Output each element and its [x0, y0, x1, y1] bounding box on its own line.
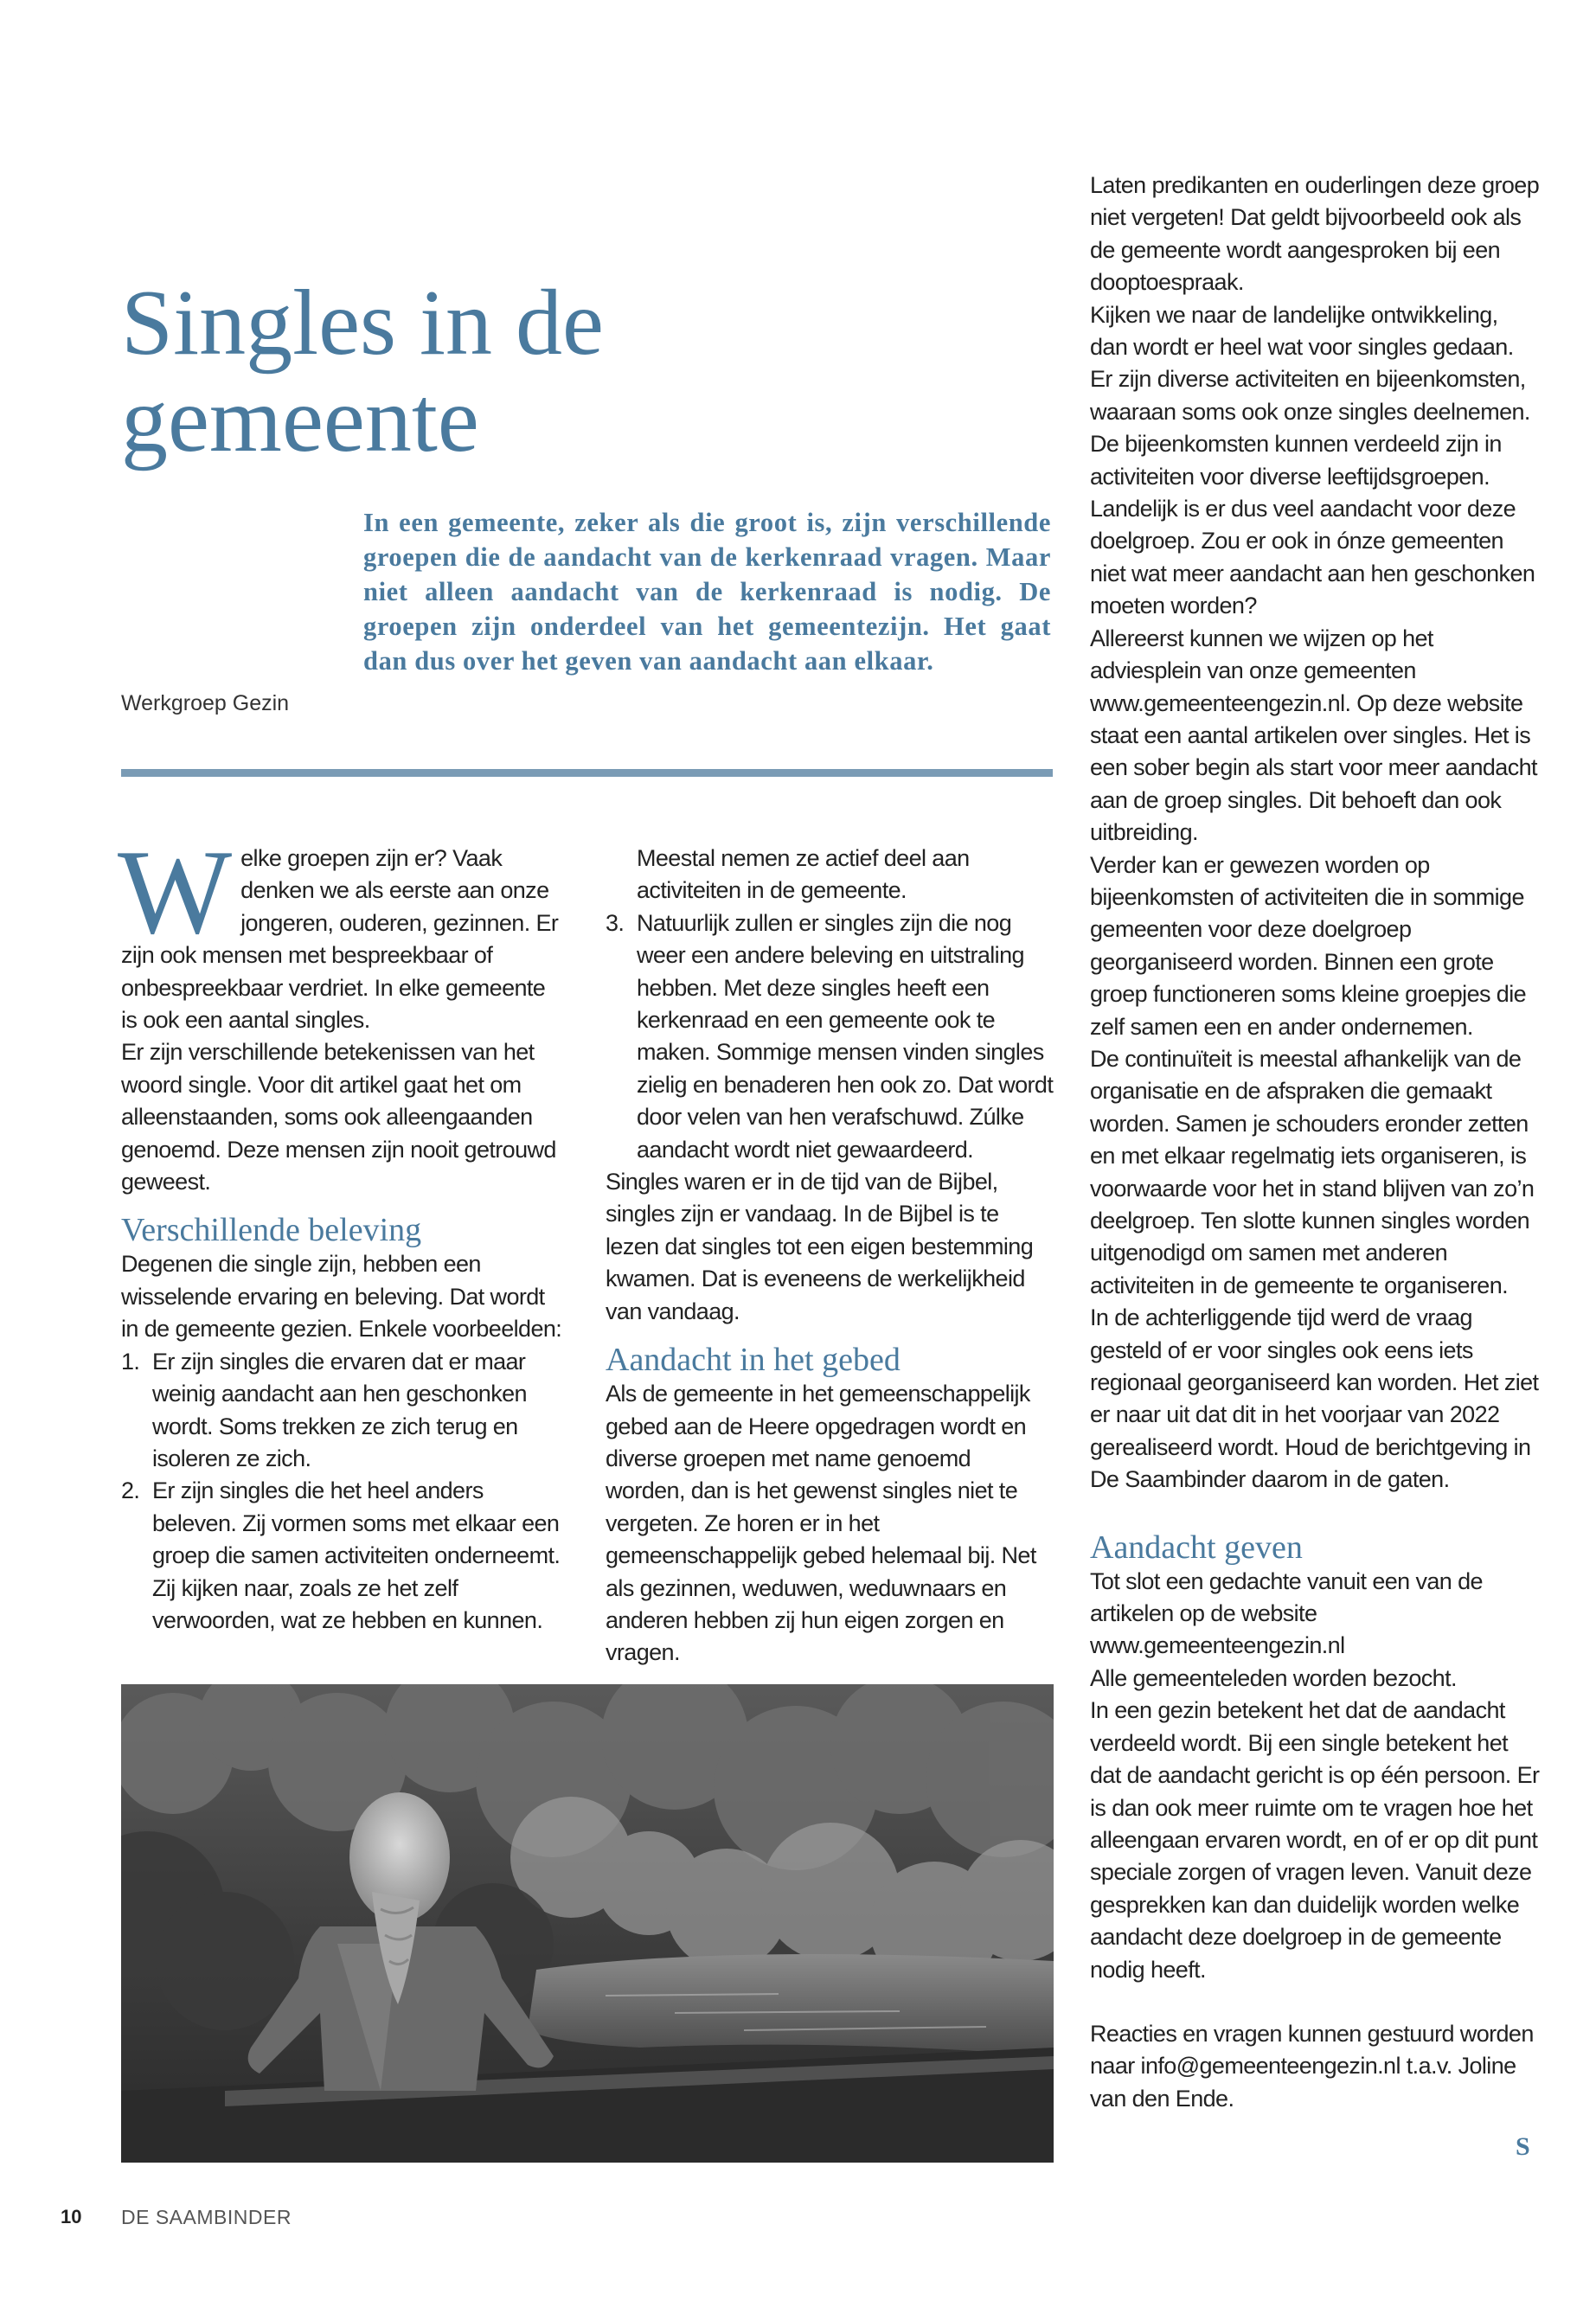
spacer: [1090, 1986, 1540, 2018]
paragraph: In de achterliggende tijd werd de vraag gesteld of er voor singles ook eens iets regionaal georganiseerd kan worden. Het ziet er naar uit dat dit in het voorjaar van 2022 gerealiseerd wordt. Houd de berichtgeving in De Saambinder daarom in de gaten.: [1090, 1304, 1539, 1493]
section-heading-beleving: Verschillende beleving: [121, 1212, 422, 1249]
magazine-name: DE SAAMBINDER: [121, 2206, 292, 2228]
paragraph: Er zijn verschillende betekenissen van het woord single. Voor dit artikel gaat het om alleenstaanden, soms ook alleengaanden genoemd. Deze mensen zijn nooit getrouwd geweest.: [121, 1039, 556, 1195]
article-title: [121, 272, 986, 471]
photo-woman-by-lake: [121, 1684, 1054, 2163]
drop-cap: W: [118, 825, 233, 959]
section-heading-geven: Aandacht geven: [1090, 1529, 1303, 1566]
paragraph: Tot slot een gedachte vanuit een van de artikelen op de website www.gemeenteengezin.nl: [1090, 1567, 1483, 1659]
example-list-cont: [606, 907, 1054, 1166]
paragraph: Degenen die single zijn, hebben een wisselende ervaring en beleving. Dat wordt in de gemeente gezien. Enkele voorbeelden:: [121, 1251, 562, 1343]
title-line-1: Singles in de: [121, 272, 604, 375]
paragraph: De continuïteit is meestal afhankelijk van de organisatie en de afspraken die gemaakt worden. Samen je schouders eronder zetten en met elkaar regelmatig iets organiseren, is voorwaarde voor het in stand blijven van zo’n deelgroep. Ten slotte kunnen singles worden uitgenodigd om samen met anderen activiteiten in de gemeente te organiseren.: [1090, 1045, 1535, 1298]
list-item: 2. Er zijn singles die het heel anders beleven. Zij vormen soms met elkaar een groep die samen activiteiten onderneemt. Zij kijken naar, zoals ze het zelf verwoorden, wat ze hebben en kunnen.: [121, 1477, 561, 1633]
example-list: [121, 1346, 562, 1638]
title-line-2: gemeente: [121, 369, 479, 471]
author-byline: Werkgroep Gezin: [121, 691, 290, 715]
paragraph: Allereerst kunnen we wijzen op het adviesplein van onze gemeenten www.gemeenteengezin.nl. Op deze website staat een aantal artikelen over singles. Het is een sober begin als start voor meer aandacht aan de groep singles. Dit behoeft dan ook uitbreiding.: [1090, 625, 1537, 846]
section-heading-gebed: Aandacht in het gebed: [606, 1342, 901, 1379]
column-3: [1090, 170, 1540, 2115]
paragraph: Kijken we naar de landelijke ontwikkeling, dan wordt er heel wat voor singles gedaan. Er zijn diverse activiteiten en bijeenkomsten, waaraan soms ook onze singles deelnemen. De bijeenkomsten kunnen verdeeld zijn in activiteiten voor diverse leeftijdsgroepen. Landelijk is er dus veel aandacht voor deze doelgroep. Zou er ook in ónze gemeenten niet wat meer aandacht aan hen geschonken moeten worden?: [1090, 301, 1535, 619]
list-item-continuation: Meestal nemen ze actief deel aan activiteiten in de gemeente.: [637, 845, 970, 904]
page-number: 10: [61, 2206, 82, 2227]
paragraph: In een gezin betekent het dat de aandacht verdeeld wordt. Bij een single betekent het dat de aandacht gericht is op één persoon. Er is dan ook meer ruimte om te vragen hoe het alleengaan ervaren wordt, en of er op dit punt speciale zorgen of vragen leven. Vanuit deze gesprekken kan dan duidelijk worden welke aandacht deze doelgroep in de gemeente nodig heeft.: [1090, 1697, 1540, 1983]
intro-paragraph: Welke groepen zijn er? Vaak denken we als eerste aan onze jongeren, ouderen, gezinnen. Er zijn ook mensen met bespreekbaar of onbespreekbaar verdriet. In elke gemeente is ook een aantal singles.: [118, 825, 559, 1034]
paragraph: Verder kan er gewezen worden op bijeenkomsten of activiteiten die in sommige gemeenten voor deze doelgroep georganiseerd worden. Binnen een grote groep functioneren soms kleine groepjes die zelf samen een en ander ondernemen.: [1090, 851, 1527, 1040]
column-1: [118, 825, 562, 1637]
end-of-article-icon: S: [1516, 2132, 1530, 2161]
paragraph: Als de gemeente in het gemeenschappelijk gebed aan de Heere opgedragen wordt en diverse groepen met name genoemd worden, dan is het gewenst singles niet te vergeten. Ze horen er in het gemeenschappelijk gebed helemaal bij. Net als gezinnen, weduwen, weduwnaars en anderen hebben zij hun eigen zorgen en vragen.: [606, 1381, 1036, 1666]
list-item: 1. Er zijn singles die ervaren dat er maar weinig aandacht aan hen geschonken wordt. Soms trekken ze zich terug en isoleren ze zich.: [121, 1348, 527, 1471]
lead-paragraph: In een gemeente, zeker als die groot is, zijn verschillende groepen die de aandacht van de kerkenraad vragen. Maar niet alleen aandacht van de kerkenraad is nodig. De groepen zijn onderdeel van het gemeentezijn. Het gaat dan dus over het geven van aandacht aan elkaar.: [363, 508, 1051, 676]
contact-paragraph: Reacties en vragen kunnen gestuurd worden naar info@gemeenteengezin.nl t.a.v. Joline van den Ende.: [1090, 2020, 1534, 2112]
column-2: [606, 843, 1054, 1670]
list-item: 3. Natuurlijk zullen er singles zijn die nog weer een andere beleving en uitstraling hebben. Met deze singles heeft een kerkenraad en een gemeente ook te maken. Sommige mensen vinden singles zielig en benaderen hen ook zo. Dat wordt door velen van hen verafschuwd. Zúlke aandacht wordt niet gewaardeerd.: [606, 909, 1054, 1163]
section-divider: [121, 769, 1053, 777]
paragraph: Singles waren er in de tijd van de Bijbel, singles zijn er vandaag. In de Bijbel is te lezen dat singles tot een eigen bestemming kwamen. Dat is eveneens de werkelijkheid van vandaag.: [606, 1169, 1034, 1324]
article-photo: [121, 1684, 1054, 2163]
paragraph: Laten predikanten en ouderlingen deze groep niet vergeten! Dat geldt bijvoorbeeld ook als de gemeente wordt aangesproken bij een dooptoespraak.: [1090, 172, 1540, 296]
paragraph: Alle gemeenteleden worden bezocht.: [1090, 1664, 1457, 1691]
